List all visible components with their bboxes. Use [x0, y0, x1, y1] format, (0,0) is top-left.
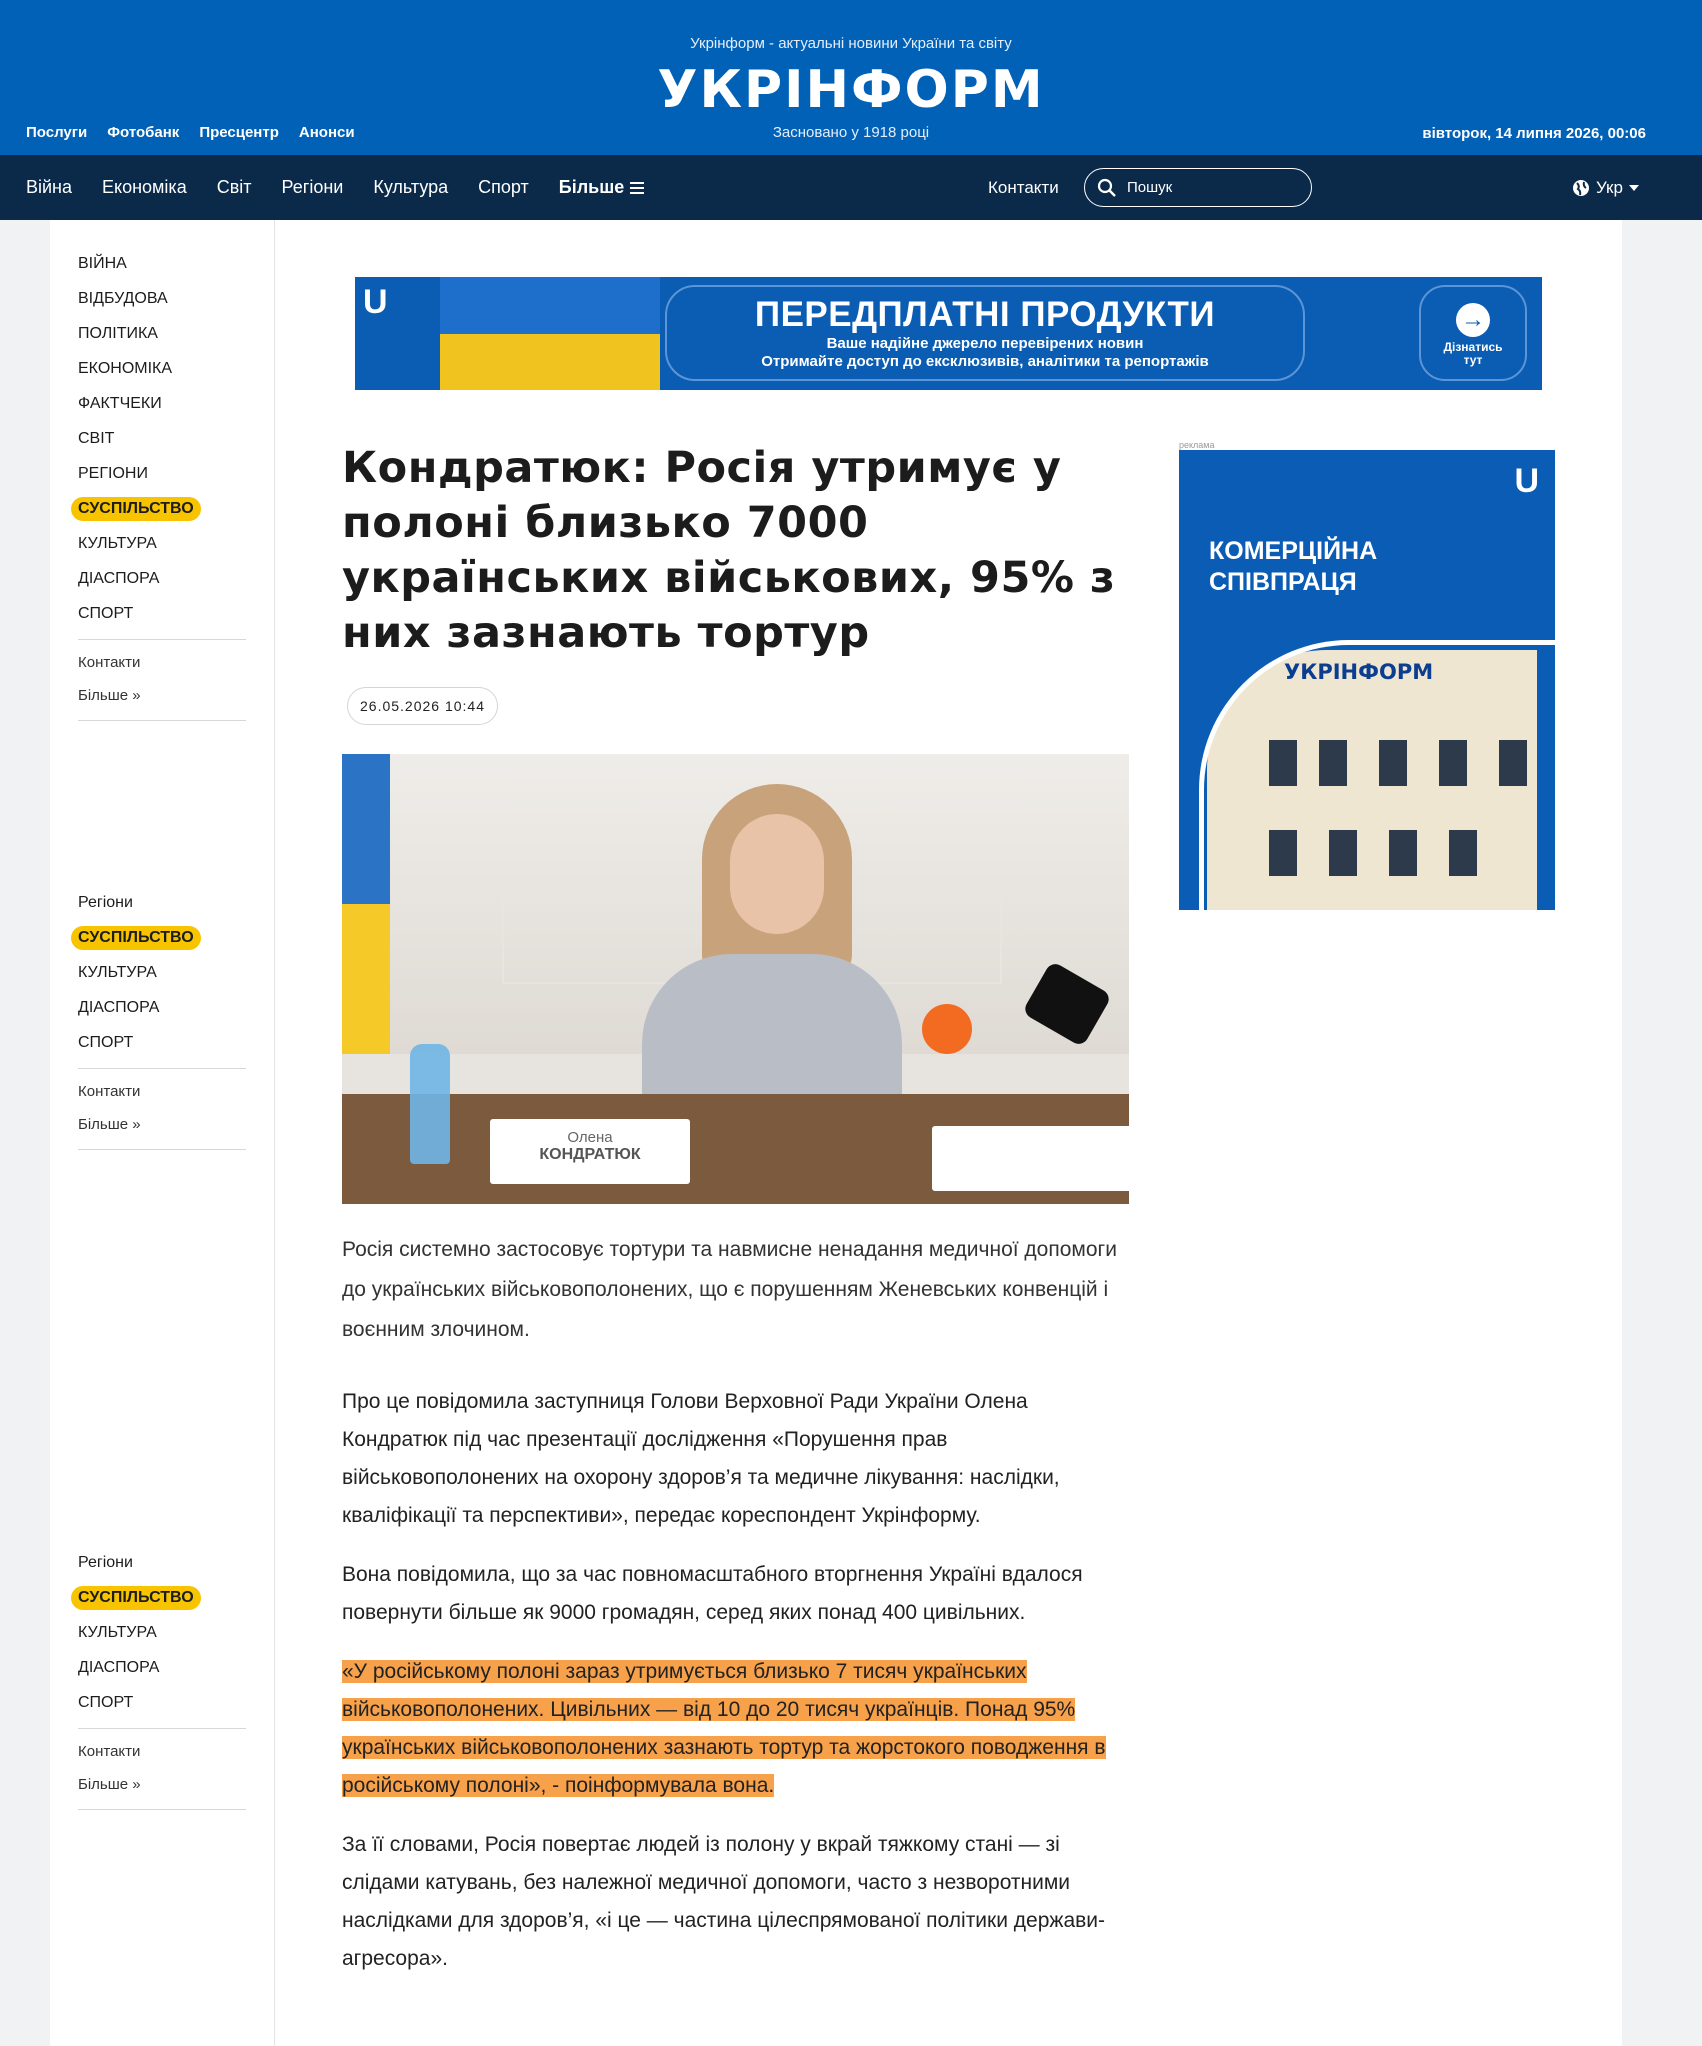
- commercial-ad[interactable]: [1179, 450, 1555, 910]
- top-link-announcements[interactable]: Анонси: [298, 124, 355, 141]
- banner-cta-button[interactable]: [1419, 285, 1527, 381]
- sidebar-contacts[interactable]: Контакти: [78, 1083, 141, 1100]
- sidebar-divider: [78, 1728, 246, 1729]
- photo-microphone: [922, 1004, 972, 1054]
- sidebar-item-sport[interactable]: СПОРТ: [78, 1033, 134, 1051]
- sidebar-item-regions[interactable]: РЕГІОНИ: [78, 464, 148, 482]
- article-photo[interactable]: [342, 754, 1129, 1204]
- sidebar-item-factchecks[interactable]: ФАКТЧЕКИ: [78, 394, 162, 412]
- hamburger-icon: [630, 182, 644, 194]
- left-sidebar: [50, 220, 275, 2046]
- sidebar-item-war[interactable]: ВІЙНА: [78, 254, 127, 272]
- sidebar-item-culture[interactable]: КУЛЬТУРА: [78, 534, 157, 552]
- caret-down-icon: [1629, 185, 1639, 191]
- sidebar-menu: [50, 246, 275, 727]
- arrow-right-icon: →: [1456, 303, 1490, 337]
- search-input[interactable]: [1127, 179, 1287, 196]
- subscription-banner[interactable]: [355, 277, 1542, 390]
- article-date: 26.05.2026 10:44: [347, 687, 498, 725]
- article-quote: [342, 1653, 1132, 1805]
- photo-name-plate: Олена КОНДРАТЮК: [490, 1119, 690, 1184]
- nav-contacts[interactable]: Контакти: [988, 177, 1059, 197]
- nav-item-war[interactable]: Війна: [26, 177, 73, 197]
- sidebar-item-culture[interactable]: КУЛЬТУРА: [78, 963, 157, 981]
- sidebar-divider: [78, 1068, 246, 1069]
- sidebar-item-world[interactable]: СВІТ: [78, 429, 115, 447]
- sidebar-menu-repeat: [50, 1554, 275, 1816]
- photo-flag: [342, 754, 390, 904]
- flag-image: [440, 334, 660, 390]
- language-label: Укр: [1596, 177, 1623, 197]
- founded-note: Засновано у 1918 році: [772, 124, 930, 141]
- sidebar-item-sport[interactable]: СПОРТ: [78, 1693, 134, 1711]
- sidebar-menu-repeat: [50, 894, 275, 1156]
- photo-water-bottle: [410, 1044, 450, 1164]
- ukrinform-u-logo: U: [363, 283, 388, 321]
- sidebar-divider: [78, 720, 246, 721]
- article-lead: Росія системно застосовує тортури та навмисне ненадання медичної допомоги до українських військовополонених, що є порушенням Женевських конвенцій і воєнним злочином.: [342, 1238, 1117, 1341]
- sidebar-item-diaspora[interactable]: ДІАСПОРА: [78, 569, 160, 587]
- sidebar-item-society[interactable]: СУСПІЛЬСТВО: [50, 491, 275, 526]
- sidebar-item-regions-partial[interactable]: Регіони: [78, 894, 133, 911]
- banner-text-box: [665, 285, 1305, 381]
- sidebar-item-diaspora[interactable]: ДІАСПОРА: [78, 1658, 160, 1676]
- sidebar-divider: [78, 1809, 246, 1810]
- highlighted-quote: «У російському полоні зараз утримується близько 7 тисяч українських військовополонених. Цивільних — від 10 до 20 тисяч українців. Понад 95% українських військовополонених зазнають тортур та жорстокого поводження в російському полоні», - поінформувала вона.: [342, 1660, 1106, 1797]
- sidebar-contacts[interactable]: Контакти: [78, 654, 141, 671]
- nav-item-economy[interactable]: Економіка: [102, 177, 187, 197]
- top-link-presscenter[interactable]: Пресцентр: [199, 124, 279, 141]
- banner-title: ПЕРЕДПЛАТНІ ПРОДУКТИ: [754, 295, 1216, 334]
- sidebar-item-society[interactable]: СУСПІЛЬСТВО: [50, 920, 275, 955]
- ad-decorative-arc: [1199, 640, 1559, 940]
- nav-more-button[interactable]: [559, 177, 644, 198]
- article-title: Кондратюк: Росія утримує у полоні близько 7000 українських військових, 95% з них зазнають тортур: [342, 443, 1116, 658]
- sidebar-item-sport[interactable]: СПОРТ: [78, 604, 134, 622]
- sidebar-divider: [78, 1149, 246, 1150]
- main-nav: [0, 155, 1702, 220]
- sidebar-item-regions-partial[interactable]: Регіони: [78, 1554, 133, 1571]
- flag-image: [440, 277, 660, 334]
- article-body: [342, 1230, 1132, 1999]
- current-datetime: вівторок, 14 липня 2026, 00:06: [1422, 125, 1646, 142]
- sidebar-item-reconstruction[interactable]: ВІДБУДОВА: [78, 289, 168, 307]
- photo-flag: [342, 904, 390, 1054]
- top-links: [26, 124, 355, 141]
- search-icon[interactable]: [1097, 178, 1117, 198]
- sidebar-more[interactable]: Більше »: [78, 687, 141, 704]
- site-tagline: Укрінформ - актуальні новини України та світу: [690, 35, 1012, 52]
- nav-item-regions[interactable]: Регіони: [281, 177, 344, 197]
- building-sign: УКРІНФОРМ: [1284, 660, 1434, 684]
- photo-person-face: [730, 814, 824, 934]
- site-logo[interactable]: УКРІНФОРМ: [657, 60, 1045, 120]
- article-paragraph: Про це повідомила заступниця Голови Верховної Ради України Олена Кондратюк під час презентації дослідження «Порушення прав військовополонених на охорону здоров’я та медичне лікування: наслідки, кваліфікації та перспективи», передає кореспондент Укрінформу.: [342, 1390, 1060, 1527]
- banner-line-2: Отримайте доступ до ексклюзивів, аналітики та репортажів: [761, 353, 1209, 370]
- site-header: [0, 0, 1702, 155]
- sidebar-item-culture[interactable]: КУЛЬТУРА: [78, 1623, 157, 1641]
- ukrinform-u-logo: U: [1514, 462, 1539, 500]
- sidebar-item-politics[interactable]: ПОЛІТИКА: [78, 324, 158, 342]
- language-selector[interactable]: [1572, 155, 1639, 220]
- banner-line-1: Ваше надійне джерело перевірених новин: [826, 335, 1144, 352]
- nav-item-sport[interactable]: Спорт: [478, 177, 529, 197]
- ad-label: реклама: [1179, 440, 1215, 450]
- nav-item-world[interactable]: Світ: [216, 177, 252, 197]
- top-link-photobank[interactable]: Фотобанк: [107, 124, 180, 141]
- sidebar-item-society[interactable]: СУСПІЛЬСТВО: [50, 1580, 275, 1615]
- nav-more-label: Більше: [558, 177, 625, 197]
- sidebar-item-diaspora[interactable]: ДІАСПОРА: [78, 998, 160, 1016]
- main-content: [275, 220, 1622, 2046]
- sidebar-more[interactable]: Більше »: [78, 1776, 141, 1793]
- top-link-services[interactable]: Послуги: [26, 124, 88, 141]
- photo-name-plate: [932, 1126, 1132, 1191]
- ad-heading: КОМЕРЦІЙНА СПІВПРАЦЯ: [1209, 537, 1378, 596]
- article-paragraph: За її словами, Росія повертає людей із полону у вкрай тяжкому стані — зі слідами катувань, без належної медичної допомоги, часто з незворотними наслідками для здоров’я, «і це — частина цілеспрямованої політики держави-агресора».: [342, 1833, 1106, 1970]
- search-box[interactable]: [1084, 168, 1312, 207]
- sidebar-divider: [78, 639, 246, 640]
- sidebar-contacts[interactable]: Контакти: [78, 1743, 141, 1760]
- sidebar-item-economy[interactable]: ЕКОНОМІКА: [78, 359, 173, 377]
- sidebar-more[interactable]: Більше »: [78, 1116, 141, 1133]
- article-paragraph: Вона повідомила, що за час повномасштабного вторгнення Україні вдалося повернути більше як 9000 громадян, серед яких понад 400 цивільних.: [342, 1563, 1083, 1624]
- globe-icon: [1572, 179, 1590, 197]
- banner-cta-label: Дізнатись тут: [1443, 340, 1503, 367]
- nav-item-culture[interactable]: Культура: [373, 177, 449, 197]
